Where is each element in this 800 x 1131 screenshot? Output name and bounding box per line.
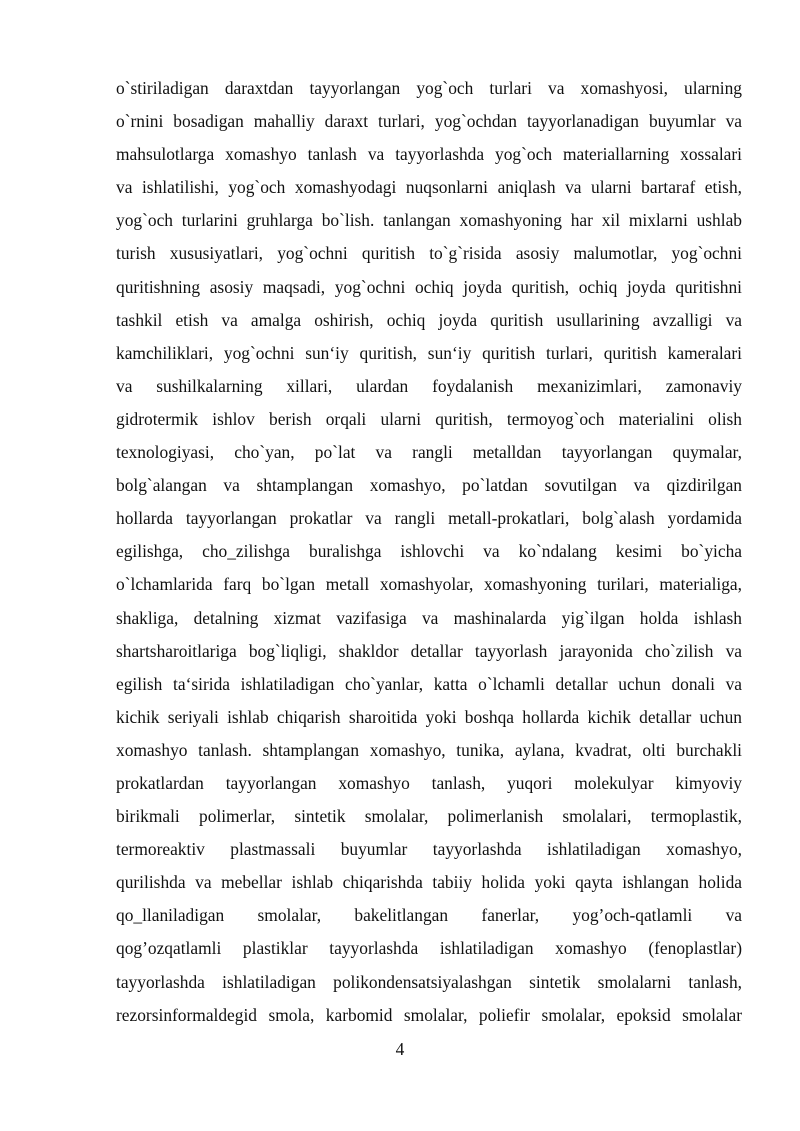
text-line: o`rnini bosadigan mahalliy daraxt turlari, yog`ochdan tayyorlanadigan buyumlar va bbox=[116, 111, 742, 132]
text-line: gidrotermik ishlov berish orqali ularni quritish, termoyog`och materialini olish bbox=[116, 408, 742, 429]
text-line: xomashyo tanlash. shtamplangan xomashyo, tunika, aylana, kvadrat, olti burchakli bbox=[116, 739, 742, 760]
text-line: prokatlardan tayyorlangan xomashyo tanlash, yuqori molekulyar kimyoviy bbox=[116, 772, 742, 793]
text-line: termoreaktiv plastmassali buyumlar tayyorlashda ishlatiladigan xomashyo, bbox=[116, 839, 742, 860]
text-line: birikmali polimerlar, sintetik smolalar, polimerlanish smolalari, termoplastik, bbox=[116, 806, 742, 827]
text-line: egilishga, cho_zilishga buralishga ishlovchi va ko`ndalang kesimi bo`yicha bbox=[116, 541, 742, 562]
text-line: turish xususiyatlari, yog`ochni quritish to`g`risida asosiy malumotlar, yog`ochni bbox=[116, 243, 742, 264]
text-line: shartsharoitlariga bog`liqligi, shakldor detallar tayyorlash jarayonida cho`zilish va bbox=[116, 640, 742, 661]
text-line: hollarda tayyorlangan prokatlar va rangli metall-prokatlari, bolg`alash yordamida bbox=[116, 508, 742, 529]
text-line: tashkil etish va amalga oshirish, ochiq joyda quritish usullarining avzalligi va bbox=[116, 309, 742, 330]
text-line: tayyorlashda ishlatiladigan polikondensatsiyalashgan sintetik smolalarni tanlash, bbox=[116, 971, 742, 992]
text-line: yog`och turlarini gruhlarga bo`lish. tanlangan xomashyoning har xil mixlarni ushlab bbox=[116, 210, 742, 231]
text-line: kamchiliklari, yog`ochni sun‘iy quritish, sun‘iy quritish turlari, quritish kameralari bbox=[116, 342, 742, 363]
text-line: rezorsinformaldegid smola, karbomid smolalar, poliefir smolalar, epoksid smolalar bbox=[116, 1004, 742, 1025]
text-line: texnologiyasi, cho`yan, po`lat va rangli metalldan tayyorlangan quymalar, bbox=[116, 442, 742, 463]
text-line: mahsulotlarga xomashyo tanlash va tayyorlashda yog`och materiallarning xossalari bbox=[116, 144, 742, 165]
text-line: o`stiriladigan daraxtdan tayyorlangan yog`och turlari va xomashyosi, ularning bbox=[116, 78, 742, 98]
text-line: quritishning asosiy maqsadi, yog`ochni ochiq joyda quritish, ochiq joyda quritishni bbox=[116, 276, 742, 297]
text-line: shakliga, detalning xizmat vazifasiga va mashinalarda yig`ilgan holda ishlash bbox=[116, 607, 742, 628]
text-line: o`lchamlarida farq bo`lgan metall xomashyolar, xomashyoning turilari, materialiga, bbox=[116, 574, 742, 595]
text-line: qog’ozqatlamli plastiklar tayyorlashda ishlatiladigan xomashyo (fenoplastlar) bbox=[116, 938, 742, 959]
text-line: egilish ta‘sirida ishlatiladigan cho`yanlar, katta o`lchamli detallar uchun donali va bbox=[116, 673, 742, 694]
text-line: va sushilkalarning xillari, ulardan foydalanish mexanizimlari, zamonaviy bbox=[116, 375, 742, 396]
page-number: 4 bbox=[395, 1039, 405, 1059]
text-line: bolg`alangan va shtamplangan xomashyo, po`latdan sovutilgan va qizdirilgan bbox=[116, 475, 742, 496]
text-line: kichik seriyali ishlab chiqarish sharoitida yoki boshqa hollarda kichik detallar uchun bbox=[116, 706, 742, 727]
text-line: va ishlatilishi, yog`och xomashyodagi nuqsonlarni aniqlash va ularni bartaraf etish, bbox=[116, 177, 742, 198]
text-line: qurilishda va mebellar ishlab chiqarishda tabiiy holida yoki qayta ishlangan holida bbox=[116, 872, 742, 893]
text-line: qo_llaniladigan smolalar, bakelitlangan fanerlar, yog’och-qatlamli va bbox=[116, 905, 742, 926]
body-text bbox=[116, 72, 742, 1032]
